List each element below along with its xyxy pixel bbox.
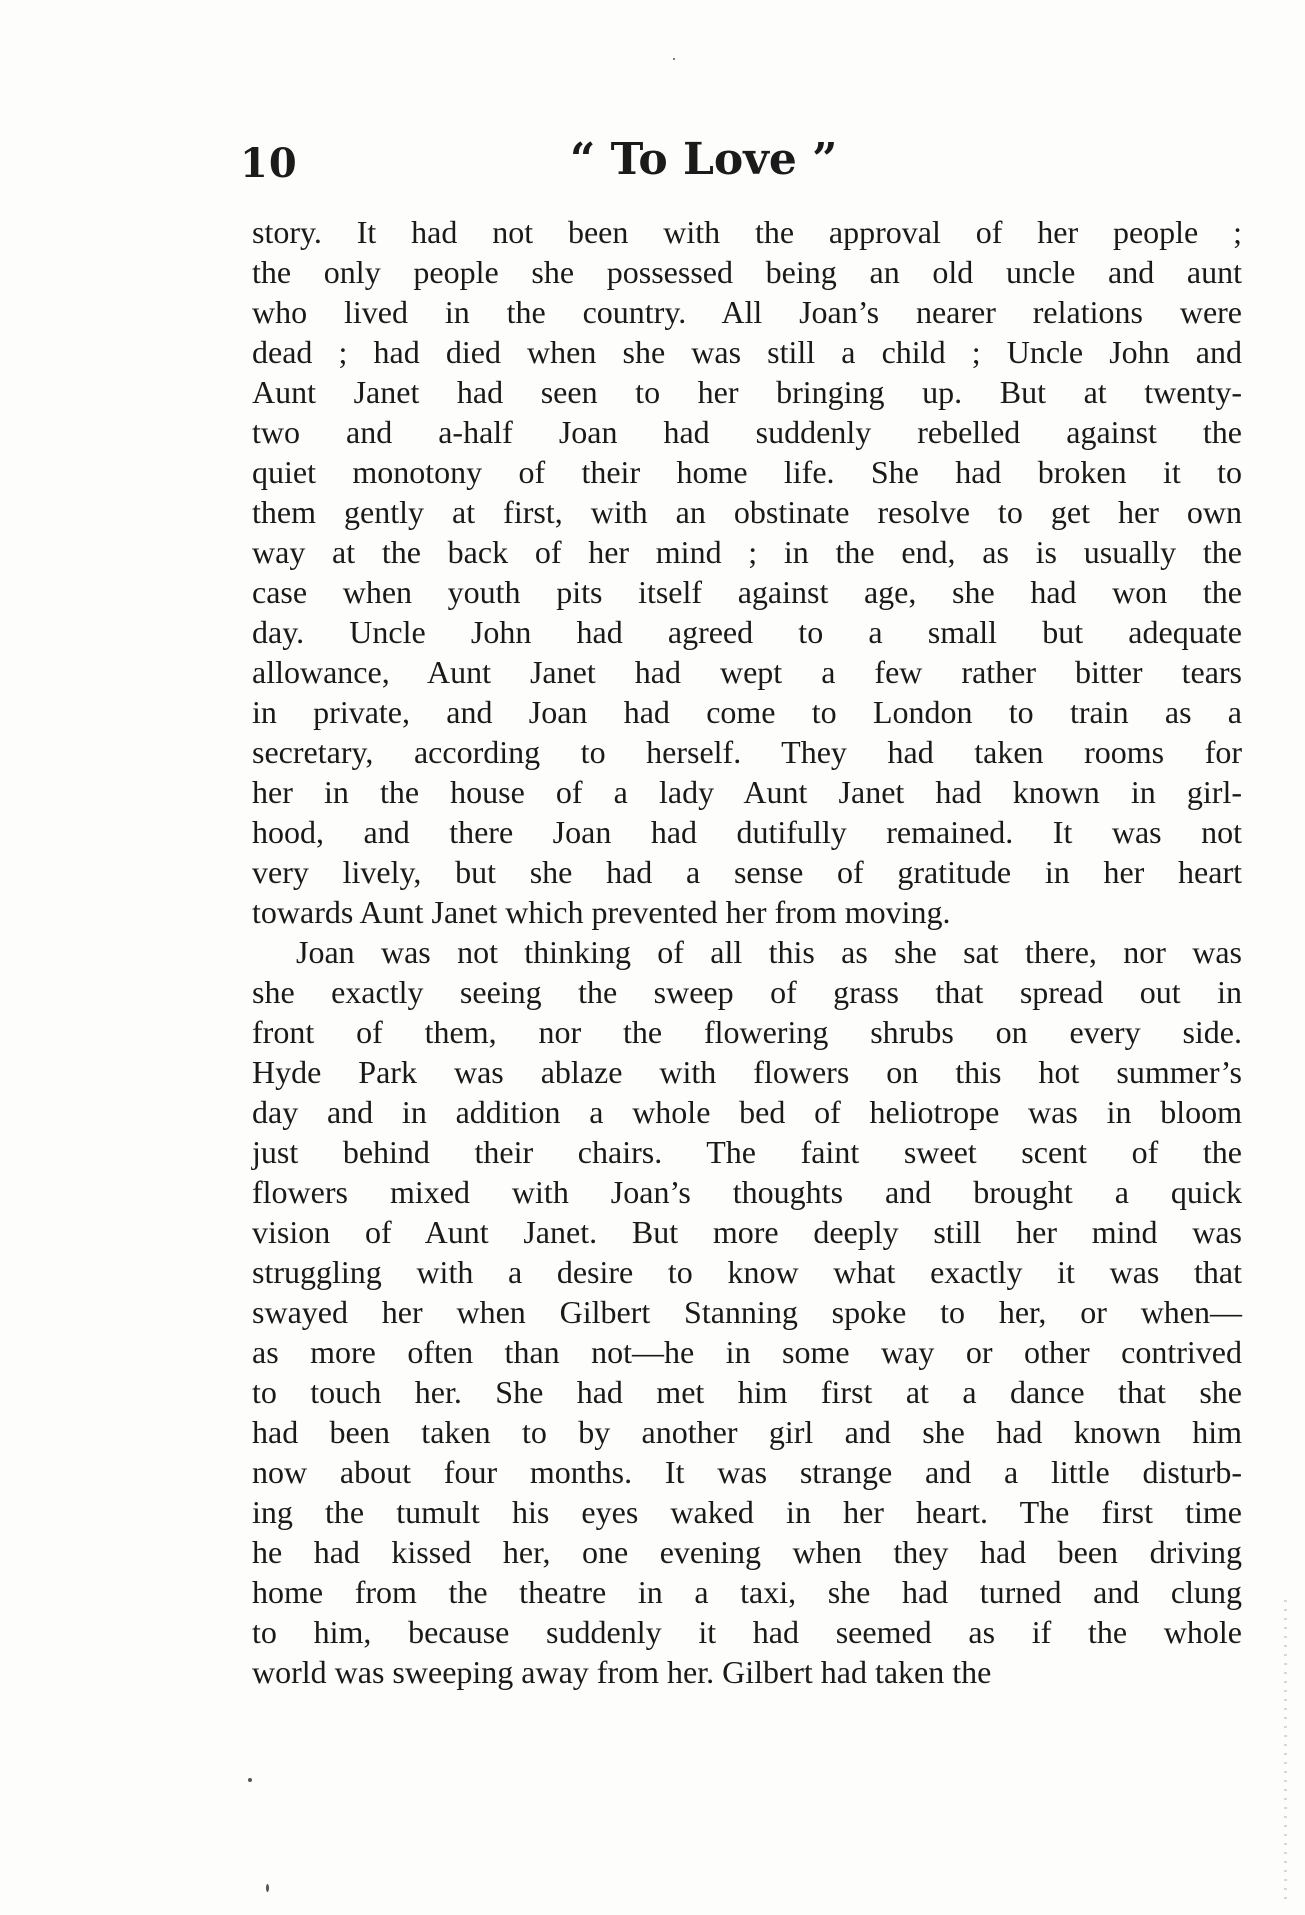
text-line: allowance, Aunt Janet had wept a few rather bitter tears (252, 654, 1242, 690)
text-line: front of them, nor the flowering shrubs on every side. (252, 1014, 1242, 1050)
body-text (252, 212, 1242, 1692)
text-line: Joan was not thinking of all this as she sat there, nor was (296, 934, 1242, 970)
text-line: story. It had not been with the approval of her people ; (252, 214, 1242, 250)
text-line: home from the theatre in a taxi, she had turned and clung (252, 1574, 1242, 1610)
text-line: way at the back of her mind ; in the end, as is usually the (252, 534, 1242, 570)
text-line: ing the tumult his eyes waked in her heart. The first time (252, 1494, 1242, 1530)
text-line: struggling with a desire to know what exactly it was that (252, 1254, 1242, 1290)
text-line: two and a-half Joan had suddenly rebelled against the (252, 414, 1242, 450)
text-line: had been taken to by another girl and she had known him (252, 1414, 1242, 1450)
text-line: vision of Aunt Janet. But more deeply still her mind was (252, 1214, 1242, 1250)
text-line: secretary, according to herself. They had taken rooms for (252, 734, 1242, 770)
page-number: 10 (240, 140, 298, 187)
text-line: the only people she possessed being an old uncle and aunt (252, 254, 1242, 290)
text-line: just behind their chairs. The faint sweet scent of the (252, 1134, 1242, 1170)
print-speck (673, 58, 675, 60)
text-line: flowers mixed with Joan’s thoughts and brought a quick (252, 1174, 1242, 1210)
running-head (240, 134, 1240, 194)
text-line: very lively, but she had a sense of gratitude in her heart (252, 854, 1242, 890)
text-line: hood, and there Joan had dutifully remained. It was not (252, 814, 1242, 850)
text-line: quiet monotony of their home life. She had broken it to (252, 454, 1242, 490)
text-line: case when youth pits itself against age, she had won the (252, 574, 1242, 610)
text-line: he had kissed her, one evening when they had been driving (252, 1534, 1242, 1570)
text-line: who lived in the country. All Joan’s nearer relations were (252, 294, 1242, 330)
text-line: day. Uncle John had agreed to a small but adequate (252, 614, 1242, 650)
text-line: dead ; had died when she was still a child ; Uncle John and (252, 334, 1242, 370)
text-line: world was sweeping away from her. Gilbert had taken the (252, 1654, 992, 1690)
print-speck (266, 1884, 269, 1892)
print-speck (248, 1778, 252, 1782)
text-line: them gently at first, with an obstinate resolve to get her own (252, 494, 1242, 530)
text-line: Hyde Park was ablaze with flowers on this hot summer’s (252, 1054, 1242, 1090)
text-line: Aunt Janet had seen to her bringing up. But at twenty- (252, 374, 1242, 410)
text-line: as more often than not—he in some way or other contrived (252, 1334, 1242, 1370)
text-line: she exactly seeing the sweep of grass that spread out in (252, 974, 1242, 1010)
text-line: to touch her. She had met him first at a dance that she (252, 1374, 1242, 1410)
text-line: her in the house of a lady Aunt Janet had known in girl- (252, 774, 1242, 810)
text-line: swayed her when Gilbert Stanning spoke to her, or when— (252, 1294, 1242, 1330)
text-line: day and in addition a whole bed of heliotrope was in bloom (252, 1094, 1242, 1130)
text-line: to him, because suddenly it had seemed as if the whole (252, 1614, 1242, 1650)
text-line: now about four months. It was strange and a little disturb- (252, 1454, 1242, 1490)
page-title: “ To Love ” (570, 134, 838, 185)
page-edge-shadow (1284, 1600, 1287, 1900)
text-line: in private, and Joan had come to London to train as a (252, 694, 1242, 730)
paragraph (252, 212, 1242, 932)
text-line: towards Aunt Janet which prevented her from moving. (252, 894, 951, 930)
paragraph (252, 932, 1242, 1692)
